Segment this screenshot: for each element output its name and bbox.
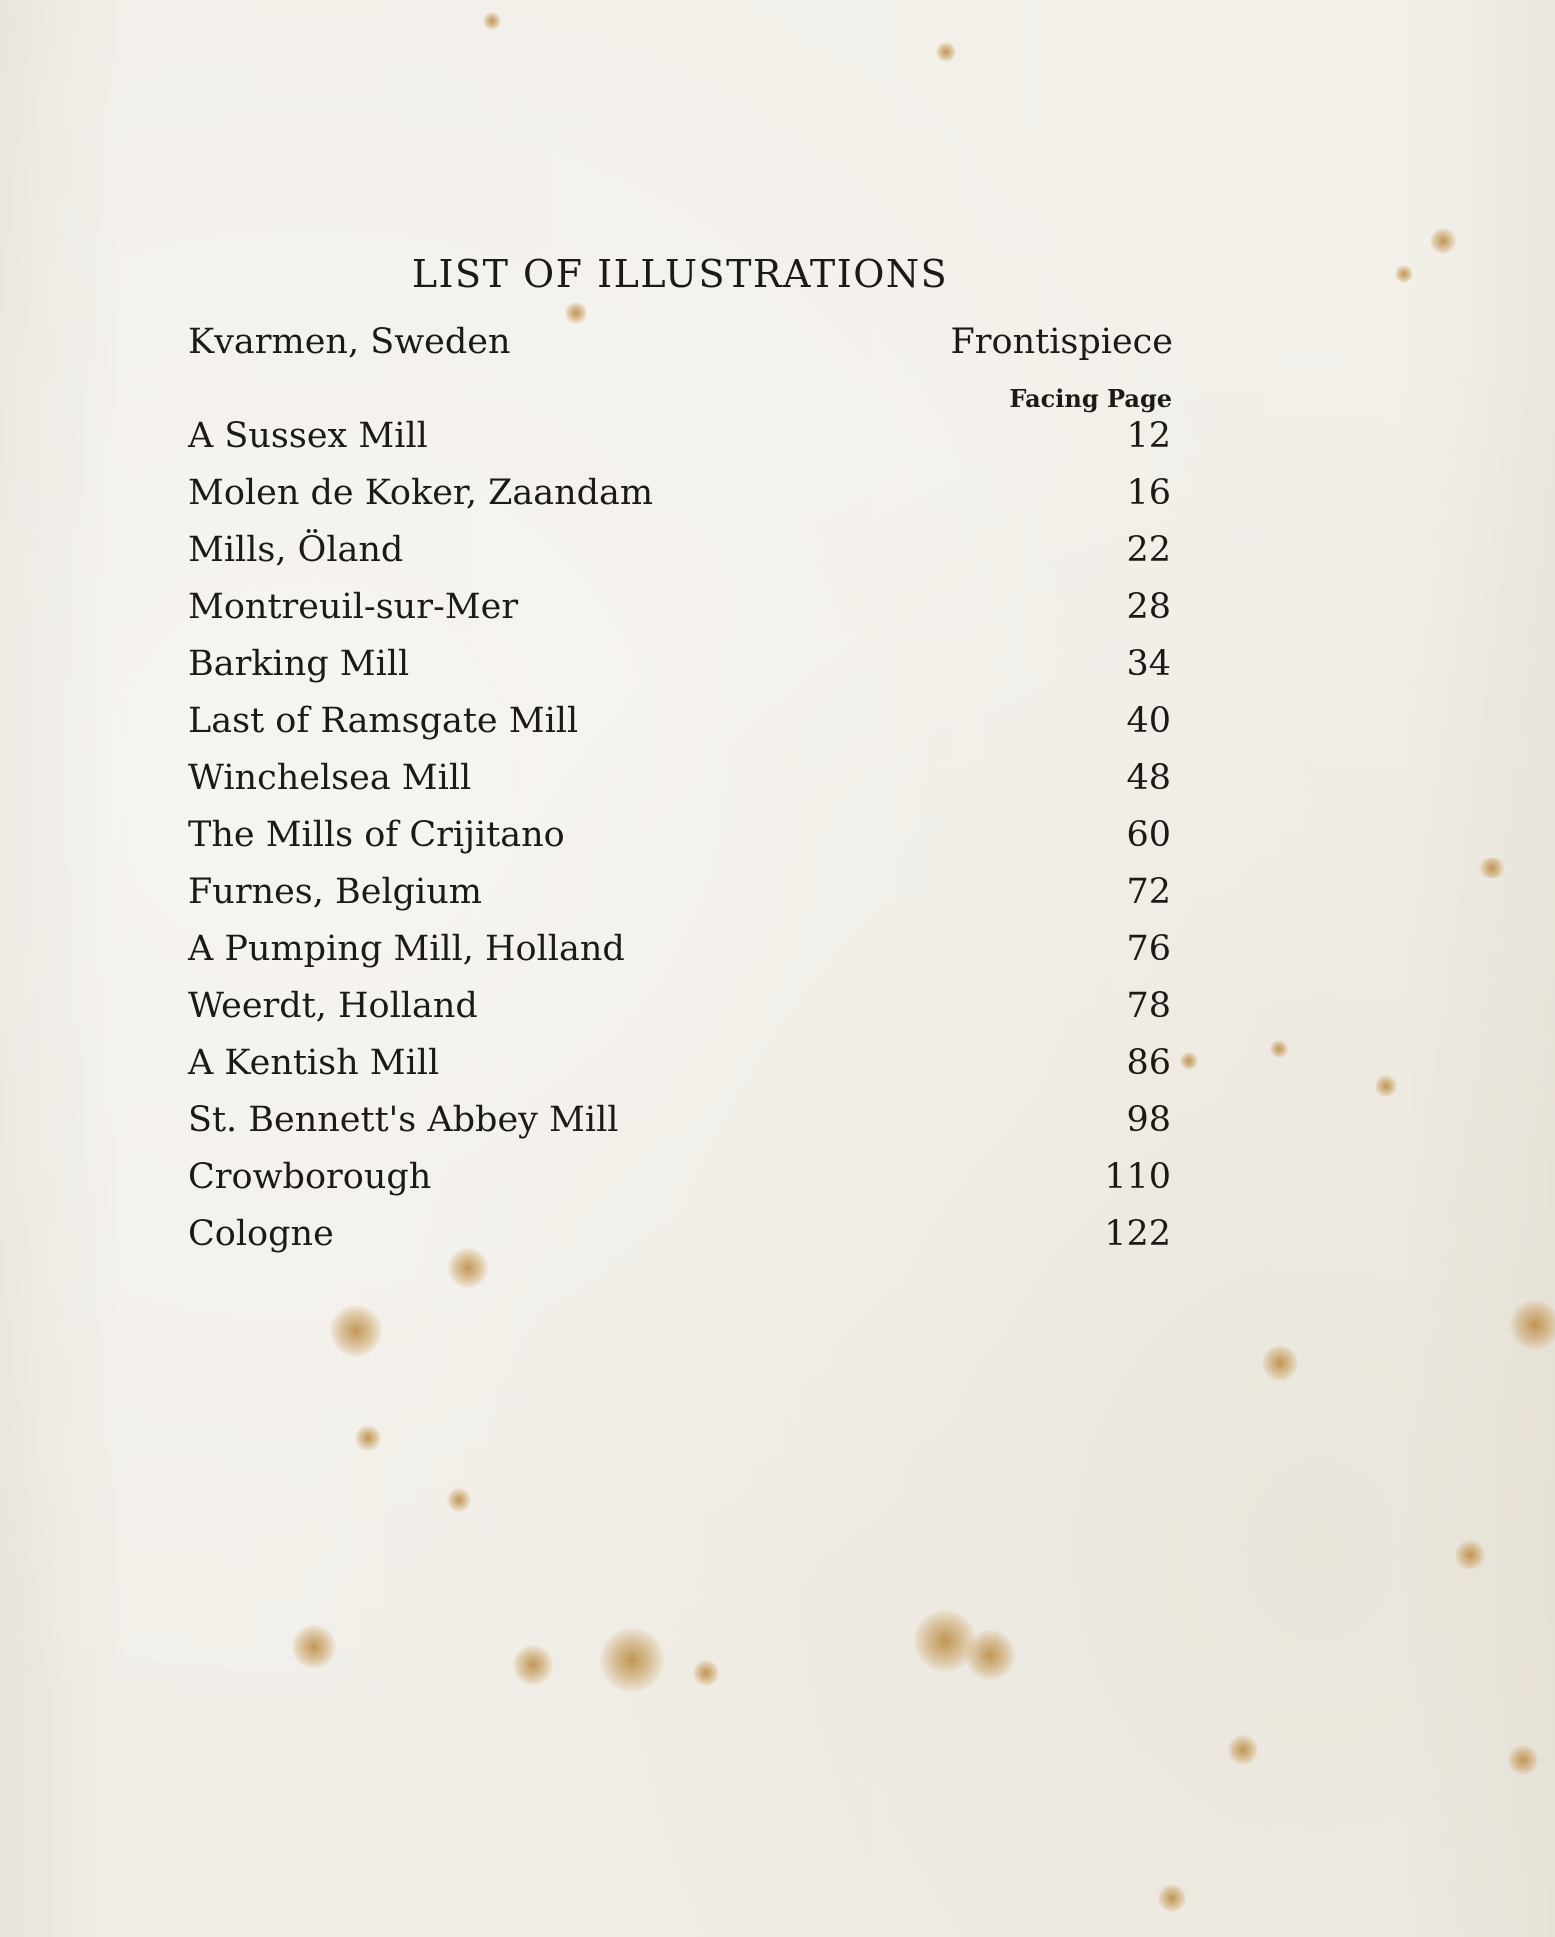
foxing-spot [600, 1628, 664, 1692]
list-item [188, 698, 1173, 755]
list-item [188, 1040, 1173, 1097]
list-item [188, 1097, 1173, 1154]
illustration-name: Winchelsea Mill [188, 758, 472, 798]
illustrations-list [188, 413, 1173, 1268]
illustration-name: Furnes, Belgium [188, 872, 482, 912]
foxing-spot [513, 1645, 553, 1685]
page-number: 122 [1104, 1214, 1171, 1254]
illustration-name: Molen de Koker, Zaandam [188, 473, 654, 513]
frontispiece-entry [188, 322, 1173, 368]
list-item [188, 812, 1173, 869]
page-number: 72 [1126, 872, 1171, 912]
list-item [188, 869, 1173, 926]
foxing-spot [1228, 1735, 1258, 1765]
illustration-name: St. Bennett's Abbey Mill [188, 1100, 619, 1140]
foxing-spot [565, 302, 587, 324]
foxing-spot [1430, 228, 1456, 254]
facing-page-header: Facing Page [1009, 384, 1172, 413]
page-number: 110 [1104, 1157, 1171, 1197]
illustration-name: A Sussex Mill [188, 416, 428, 456]
list-item [188, 1211, 1173, 1268]
illustration-name: Cologne [188, 1214, 334, 1254]
frontispiece-label: Frontispiece [950, 322, 1173, 362]
illustration-name: Crowborough [188, 1157, 432, 1197]
page-number: 98 [1126, 1100, 1171, 1140]
foxing-spot [693, 1660, 719, 1686]
list-item [188, 470, 1173, 527]
illustration-name: Last of Ramsgate Mill [188, 701, 579, 741]
foxing-spot [1510, 1300, 1555, 1350]
foxing-spot [965, 1630, 1015, 1680]
page-number: 60 [1126, 815, 1171, 855]
list-item [188, 1154, 1173, 1211]
foxing-spot [1395, 265, 1413, 283]
foxing-spot [1158, 1884, 1186, 1912]
illustration-name: Mills, Öland [188, 530, 404, 570]
illustration-name: The Mills of Crijitano [188, 815, 565, 855]
illustration-name: A Kentish Mill [188, 1043, 440, 1083]
foxing-spot [1262, 1345, 1298, 1381]
foxing-spot [936, 42, 956, 62]
foxing-spot [483, 12, 501, 30]
foxing-spot [1375, 1075, 1397, 1097]
page-number: 22 [1126, 530, 1171, 570]
page-number: 12 [1126, 416, 1171, 456]
illustration-name: Barking Mill [188, 644, 410, 684]
list-item [188, 641, 1173, 698]
foxing-spot [1508, 1745, 1538, 1775]
foxing-spot [1270, 1040, 1288, 1058]
illustration-name: Montreuil-sur-Mer [188, 587, 519, 627]
page-number: 16 [1126, 473, 1171, 513]
page-number: 28 [1126, 587, 1171, 627]
foxing-spot [330, 1305, 382, 1357]
page-number: 48 [1126, 758, 1171, 798]
list-item [188, 413, 1173, 470]
list-item [188, 983, 1173, 1040]
foxing-spot [1455, 1540, 1485, 1570]
foxing-spot [1180, 1052, 1198, 1070]
illustration-name: Weerdt, Holland [188, 986, 478, 1026]
list-item [188, 926, 1173, 983]
page-number: 40 [1126, 701, 1171, 741]
foxing-spot [1478, 858, 1506, 878]
list-item [188, 584, 1173, 641]
foxing-spot [292, 1625, 336, 1669]
page-number: 86 [1126, 1043, 1171, 1083]
page-title: LIST OF ILLUSTRATIONS [411, 252, 949, 296]
page-number: 78 [1126, 986, 1171, 1026]
frontispiece-name: Kvarmen, Sweden [188, 322, 511, 362]
illustration-name: A Pumping Mill, Holland [188, 929, 625, 969]
list-item [188, 527, 1173, 584]
page-number: 34 [1126, 644, 1171, 684]
page-number: 76 [1126, 929, 1171, 969]
foxing-spot [355, 1425, 381, 1451]
foxing-spot [447, 1488, 471, 1512]
list-item [188, 755, 1173, 812]
